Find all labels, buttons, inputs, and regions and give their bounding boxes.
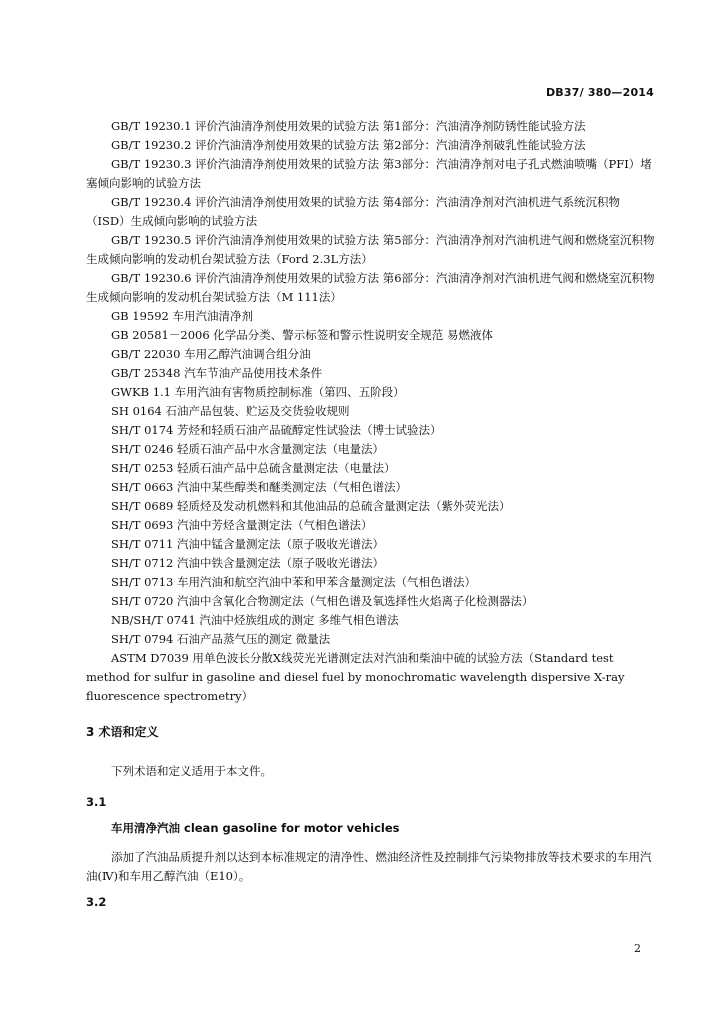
section-heading: 3 术语和定义: [86, 725, 159, 739]
reference-item: GB/T 19230.4 评价汽油清净剂使用效果的试验方法 第4部分：汽油清净剂对汽油机进气系统沉积物（ISD）生成倾向影响的试验方法: [86, 195, 621, 228]
reference-item: GWKB 1.1 车用汽油有害物质控制标准（第四、五阶段）: [111, 385, 405, 399]
reference-item: SH/T 0720 汽油中含氧化合物测定法（气相色谱及氧选择性火焰离子化检测器法）: [111, 594, 534, 608]
reference-item: NB/SH/T 0741 汽油中烃族组成的测定 多维气相色谱法: [111, 613, 399, 627]
reference-item: GB/T 25348 汽车节油产品使用技术条件: [111, 366, 323, 380]
normative-references-list: [86, 117, 656, 706]
document-code: DB37/ 380—2014: [545, 86, 654, 99]
reference-item: SH/T 0693 汽油中芳烃含量测定法（气相色谱法）: [111, 518, 373, 532]
term-definition: 添加了汽油品质提升剂以达到本标准规定的清净性、燃油经济性及控制排气污染物排放等技术要求的车用汽油(Ⅳ)和车用乙醇汽油（E10）。: [86, 850, 652, 883]
reference-item: GB/T 19230.5 评价汽油清净剂使用效果的试验方法 第5部分：汽油清净剂对汽油机进气阀和燃烧室沉积物生成倾向影响的发动机台架试验方法（Ford 2.3L方法）: [86, 233, 655, 266]
reference-item: GB/T 19230.3 评价汽油清净剂使用效果的试验方法 第3部分：汽油清净剂对电子孔式燃油喷嘴（PFI）堵塞倾向影响的试验方法: [86, 157, 652, 190]
reference-item: SH/T 0246 轻质石油产品中水含量测定法（电量法）: [111, 442, 385, 456]
reference-item: GB/T 19230.1 评价汽油清净剂使用效果的试验方法 第1部分：汽油清净剂防锈性能试验方法: [111, 119, 586, 133]
reference-item: GB 19592 车用汽油清净剂: [111, 309, 254, 323]
reference-item: SH/T 0174 芳烃和轻质石油产品硫醇定性试验法（博士试验法）: [111, 423, 442, 437]
page-number: 2: [634, 942, 641, 955]
reference-item: GB/T 22030 车用乙醇汽油调合组分油: [111, 347, 311, 361]
reference-item: SH/T 0663 汽油中某些醇类和醚类测定法（气相色谱法）: [111, 480, 408, 494]
reference-item: GB/T 19230.2 评价汽油清净剂使用效果的试验方法 第2部分：汽油清净剂破乳性能试验方法: [111, 138, 586, 152]
reference-item: GB 20581－2006 化学品分类、警示标签和警示性说明安全规范 易燃液体: [111, 328, 493, 342]
section-intro: 下列术语和定义适用于本文件。: [111, 764, 272, 778]
reference-item: SH/T 0712 汽油中铁含量测定法（原子吸收光谱法）: [111, 556, 385, 570]
reference-item: SH/T 0689 轻质烃及发动机燃料和其他油品的总硫含量测定法（紫外荧光法）: [111, 499, 511, 513]
reference-item: ASTM D7039 用单色波长分散X线荧光光谱测定法对汽油和柴油中硫的试验方法（Standard test method for sulfur in gasoline and diesel fuel by monochromatic wavelength dispersive X-ray fluorescence spectrometry）: [86, 651, 625, 703]
reference-item: GB/T 19230.6 评价汽油清净剂使用效果的试验方法 第6部分：汽油清净剂对汽油机进气阀和燃烧室沉积物生成倾向影响的发动机台架试验方法（M 111法）: [86, 271, 655, 304]
term-number: 3.2: [86, 895, 107, 909]
reference-item: SH 0164 石油产品包装、贮运及交货验收规则: [111, 404, 350, 418]
term-title: 车用清净汽油 clean gasoline for motor vehicles: [111, 821, 400, 835]
reference-item: SH/T 0253 轻质石油产品中总硫含量测定法（电量法）: [111, 461, 396, 475]
term-number: 3.1: [86, 795, 107, 809]
reference-item: SH/T 0713 车用汽油和航空汽油中苯和甲苯含量测定法（气相色谱法）: [111, 575, 477, 589]
reference-item: SH/T 0794 石油产品蒸气压的测定 微量法: [111, 632, 331, 646]
reference-item: SH/T 0711 汽油中锰含量测定法（原子吸收光谱法）: [111, 537, 385, 551]
